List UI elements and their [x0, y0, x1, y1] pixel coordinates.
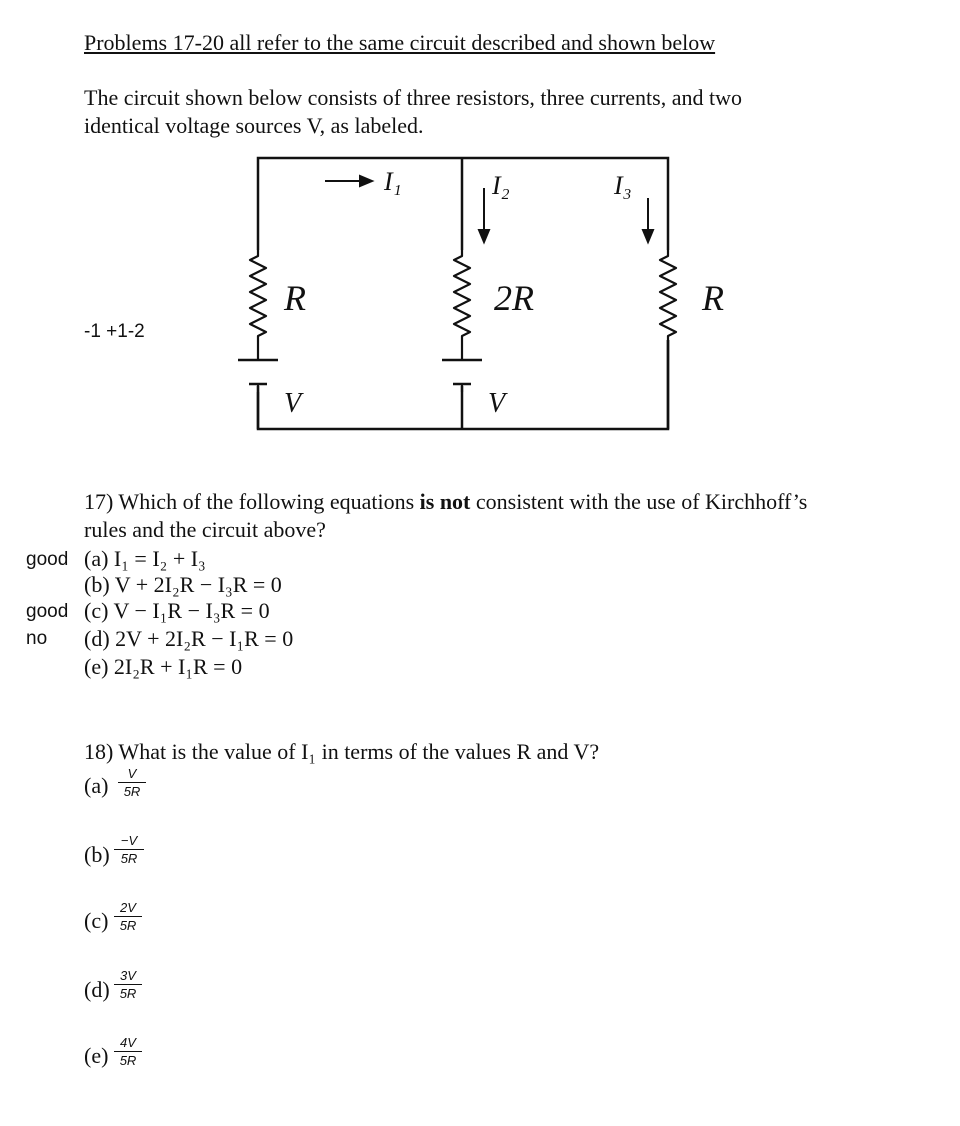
q17-text-post: consistent with the use of Kirchhoff’s: [470, 489, 808, 514]
q17-text-pre: 17) Which of the following equations: [84, 489, 420, 514]
q18-option-e-den: 5R: [119, 1053, 137, 1068]
circuit-diagram: [0, 0, 960, 480]
q18-option-d-label: (d): [84, 977, 110, 1002]
q17-mark-a: good: [26, 549, 69, 570]
q18-question: 18) What is the value of I₁ in terms of the values R and V?: [84, 739, 600, 764]
q18-option-a-label: (a): [84, 773, 109, 798]
q18-option-a-den: 5R: [123, 784, 141, 799]
intro-line-1: The circuit shown below consists of three resistors, three currents, and two: [84, 85, 742, 110]
q18-option-a-num: V: [127, 766, 137, 781]
label-i2: I₂: [492, 171, 510, 200]
q17-line-1: [84, 489, 807, 515]
label-i1: I₁: [384, 167, 402, 196]
label-i3: I₃: [614, 171, 632, 200]
label-r-mid: 2R: [494, 278, 534, 318]
q18-option-e-num: 4V: [120, 1035, 136, 1050]
q17-option-d: (d) 2V + 2I₂R − I₁R = 0: [84, 626, 294, 651]
q18-option-a-fraction: [118, 766, 146, 799]
q17-text-bold: is not: [419, 489, 471, 514]
q18-option-b-label: (b): [84, 842, 110, 867]
q18-option-e-fraction: [114, 1035, 142, 1068]
q17-mark-c: good: [26, 601, 69, 622]
q18-option-d-den: 5R: [119, 986, 137, 1001]
q18-option-c-label: (c): [84, 908, 109, 933]
label-r-right: R: [702, 278, 724, 318]
q17-option-e: (e) 2I₂R + I₁R = 0: [84, 654, 243, 679]
q18-option-b-num: −V: [120, 833, 138, 848]
label-v-left: V: [284, 388, 302, 419]
q18-option-e-label: (e): [84, 1043, 109, 1068]
q18-option-c-fraction: [114, 900, 142, 933]
q17-line-2: rules and the circuit above?: [84, 517, 326, 542]
label-r-left: R: [284, 278, 306, 318]
q17-option-c: (c) V − I₁R − I₃R = 0: [84, 598, 270, 623]
q17-option-a: (a) I₁ = I₂ + I₃: [84, 546, 206, 571]
q18-option-d-num: 3V: [120, 968, 136, 983]
q18-option-b-den: 5R: [120, 851, 138, 866]
q17-mark-d: no: [26, 628, 48, 649]
page-heading: Problems 17-20 all refer to the same circuit described and shown below: [84, 30, 716, 55]
side-note: -1 +1-2: [84, 321, 145, 342]
intro-line-2: identical voltage sources V, as labeled.: [84, 113, 424, 138]
label-v-mid: V: [488, 388, 506, 419]
q18-option-d-fraction: [114, 968, 142, 1001]
q18-option-c-den: 5R: [119, 918, 137, 933]
q18-option-c-num: 2V: [120, 900, 136, 915]
q17-option-b: (b) V + 2I₂R − I₃R = 0: [84, 572, 282, 597]
q18-option-b-fraction: [114, 833, 144, 866]
